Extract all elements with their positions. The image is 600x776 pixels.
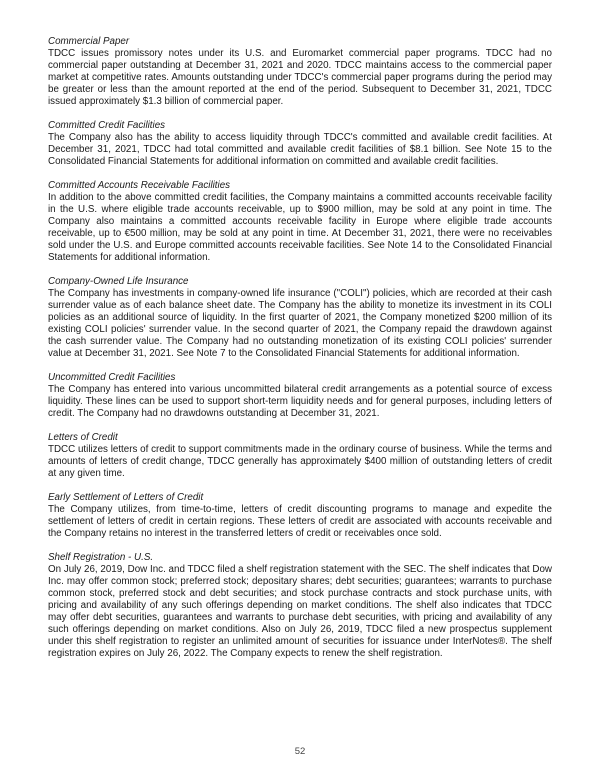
- document-sections: [48, 36, 552, 672]
- document-section: [48, 36, 552, 108]
- section-heading: Committed Accounts Receivable Facilities: [48, 180, 231, 191]
- section-heading: Letters of Credit: [48, 432, 118, 443]
- section-heading: Company-Owned Life Insurance: [48, 276, 189, 287]
- section-heading: Uncommitted Credit Facilities: [48, 372, 176, 383]
- document-section: [48, 180, 552, 264]
- document-section: [48, 552, 552, 660]
- document-section: [48, 276, 552, 360]
- section-paragraph: The Company has investments in company-owned life insurance ("COLI") policies, which are recorded at their cash surrender value as of each balance sheet date. The Company has the ability to monetize its investment in its COLI policies as an additional source of liquidity. In the first quarter of 2021, the Company monetized $200 million of its existing COLI policies' surrender value. In the second quarter of 2021, the Company repaid the drawdown against the cash surrender value. The Company had no outstanding monetization of its existing COLI policies' surrender value at December 31, 2021. See Note 7 to the Consolidated Financial Statements for additional information.: [48, 288, 552, 359]
- section-heading: Early Settlement of Letters of Credit: [48, 492, 204, 503]
- page-number: 52: [294, 746, 306, 757]
- document-section: [48, 492, 552, 540]
- document-section: [48, 120, 552, 168]
- section-paragraph: TDCC utilizes letters of credit to support commitments made in the ordinary course of business. While the terms and amounts of letters of credit change, TDCC generally has approximately $400 million of outstanding letters of credit at any given time.: [48, 444, 552, 479]
- section-paragraph: On July 26, 2019, Dow Inc. and TDCC filed a shelf registration statement with the SEC. The shelf indicates that Dow Inc. may offer common stock; preferred stock; depositary shares; debt securities; guarantees; warrants to purchase common stock, preferred stock and debt securities; and stock purchase contracts and stock purchase units, with pricing and availability of any such offerings depending on market conditions. The shelf also indicates that TDCC may offer debt securities, guarantees and warrants to purchase debt securities, with pricing and availability of any such offerings depending on market conditions. Also on July 26, 2019, TDCC filed a new prospectus supplement under this shelf registration to register an unlimited amount of securities for issuance under InterNotes®. The shelf registration expires on July 26, 2022. The Company expects to renew the shelf registration.: [48, 564, 552, 659]
- section-paragraph: The Company has entered into various uncommitted bilateral credit arrangements as a potential source of excess liquidity. These lines can be used to support short-term liquidity needs and for general purposes, including letters of credit. The Company had no drawdowns outstanding at December 31, 2021.: [48, 384, 552, 419]
- document-section: [48, 372, 552, 420]
- section-paragraph: The Company utilizes, from time-to-time, letters of credit discounting programs to manage and expedite the settlement of letters of credit in certain regions. These letters of credit are associated with accounts receivable and the Company retains no interest in the transferred letters of credit or receivables once sold.: [48, 504, 552, 539]
- section-paragraph: TDCC issues promissory notes under its U.S. and Euromarket commercial paper programs. TDCC had no commercial paper outstanding at December 31, 2021 and 2020. TDCC maintains access to the commercial paper market at competitive rates. Amounts outstanding under TDCC's commercial paper programs during the period may be greater or less than the amount reported at the end of the period. Subsequent to December 31, 2021, TDCC issued approximately $1.3 billion of commercial paper.: [48, 48, 552, 107]
- document-section: [48, 432, 552, 480]
- section-heading: Shelf Registration - U.S.: [48, 552, 154, 563]
- section-heading: Commercial Paper: [48, 36, 130, 47]
- section-paragraph: The Company also has the ability to access liquidity through TDCC's committed and available credit facilities. At December 31, 2021, TDCC had total committed and available credit facilities of $8.1 billion. See Note 15 to the Consolidated Financial Statements for additional information on committed and available credit facilities.: [48, 132, 552, 167]
- section-heading: Committed Credit Facilities: [48, 120, 166, 131]
- section-paragraph: In addition to the above committed credit facilities, the Company maintains a committed accounts receivable facility in the U.S. where eligible trade accounts receivable, up to $900 million, may be sold at any point in time. The Company also maintains a committed accounts receivable facility in Europe where eligible trade accounts receivable, up to €500 million, may be sold at any point in time. At December 31, 2021, there were no receivables sold under the U.S. and Europe committed accounts receivable facilities. See Note 14 to the Consolidated Financial Statements for additional information.: [48, 192, 552, 263]
